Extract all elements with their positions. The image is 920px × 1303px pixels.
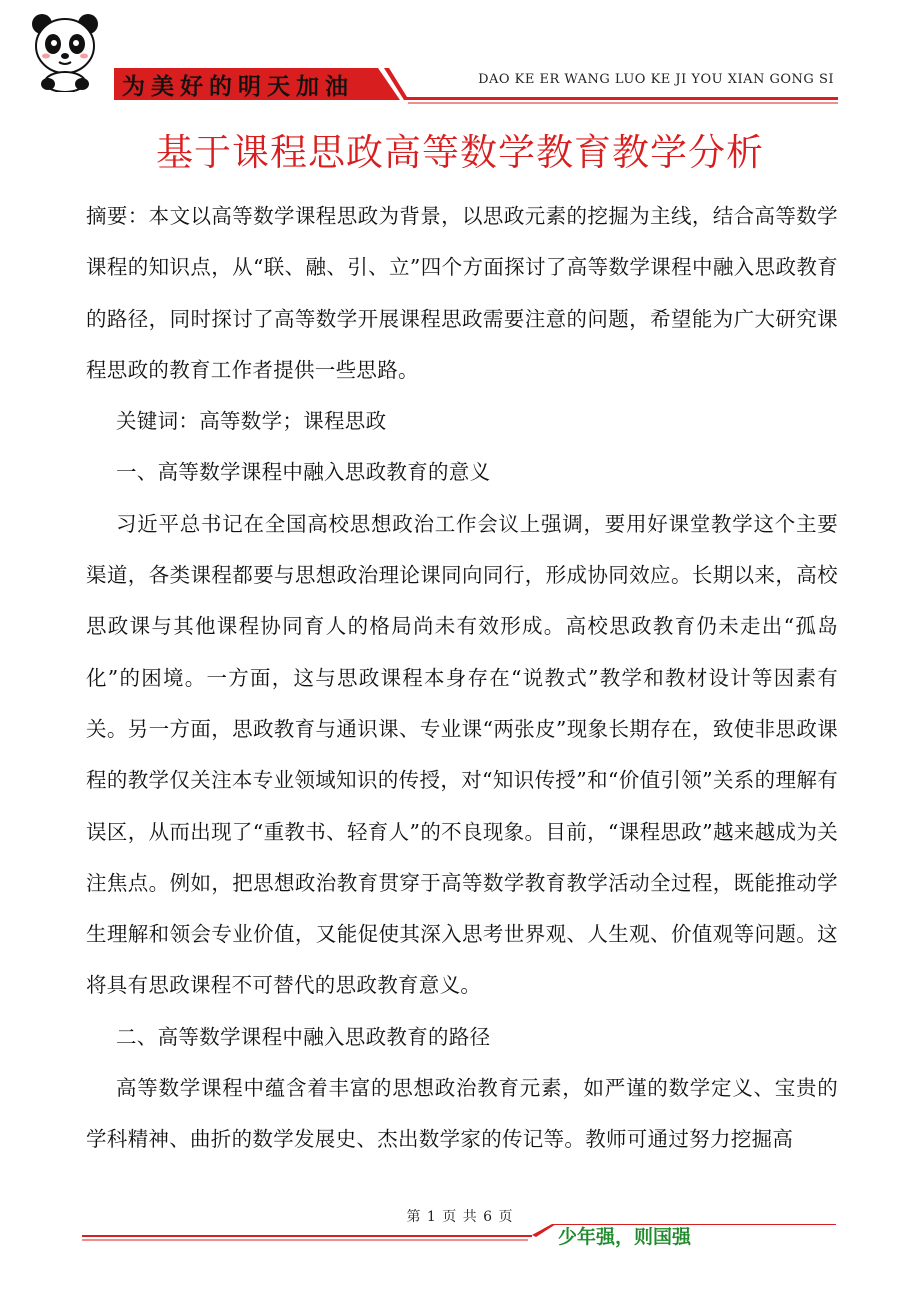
footer-rule: [82, 1224, 842, 1248]
page-footer: [0, 1200, 920, 1300]
section-heading-1: 一、高等数学课程中融入思政教育的意义: [116, 460, 491, 485]
page-header: [0, 0, 920, 110]
company-name: DAO KE ER WANG LUO KE JI YOU XIAN GONG SI: [478, 72, 834, 87]
body-paragraph: 高等数学课程中蕴含着丰富的思想政治教育元素，如严谨的数学定义、宝贵的学科精神、曲折的数学发展史、杰出数学家的传记等。教师可通过努力挖掘高: [86, 1076, 838, 1152]
document-title: 基于课程思政高等数学教育教学分析: [156, 131, 764, 174]
keywords-paragraph: 关键词：高等数学；课程思政: [116, 409, 387, 434]
header-slogan: 为美好的明天加油: [122, 74, 354, 100]
panda-icon: [28, 10, 102, 92]
body-paragraph: 习近平总书记在全国高校思想政治工作会议上强调，要用好课堂教学这个主要渠道，各类课程都要与思想政治理论课同向同行，形成协同效应。长期以来，高校思政课与其他课程协同育人的格局尚未有效形成。高校思政教育仍未走出“孤岛化”的困境。一方面，这与思政课程本身存在“说教式”教学和教材设计等因素有关。另一方面，思政教育与通识课、专业课“两张皮”现象长期存在，致使非思政课程的教学仅关注本专业领域知识的传授，对“知识传授”和“价值引领”关系的理解有误区，从而出现了“重教书、轻育人”的不良现象。目前，“课程思政”越来越成为关注焦点。例如，把思想政治教育贯穿于高等数学教育教学活动全过程，既能推动学生理解和领会专业价值，又能促使其深入思考世界观、人生观、价值观等问题。这将具有思政课程不可替代的思政教育意义。: [86, 511, 838, 998]
abstract-paragraph: 摘要：本文以高等数学课程思政为背景，以思政元素的挖掘为主线，结合高等数学课程的知识点，从“联、融、引、立”四个方面探讨了高等数学课程中融入思政教育的路径，同时探讨了高等数学开展课程思政需要注意的问题，希望能为广大研究课程思政的教育工作者提供一些思路。: [86, 204, 838, 382]
section-heading-2: 二、高等数学课程中融入思政教育的路径: [116, 1024, 491, 1049]
document-body: [86, 191, 838, 1166]
footer-slogan: 少年强，则国强: [558, 1226, 692, 1248]
page-number: 第 1 页 共 6 页: [406, 1209, 514, 1225]
